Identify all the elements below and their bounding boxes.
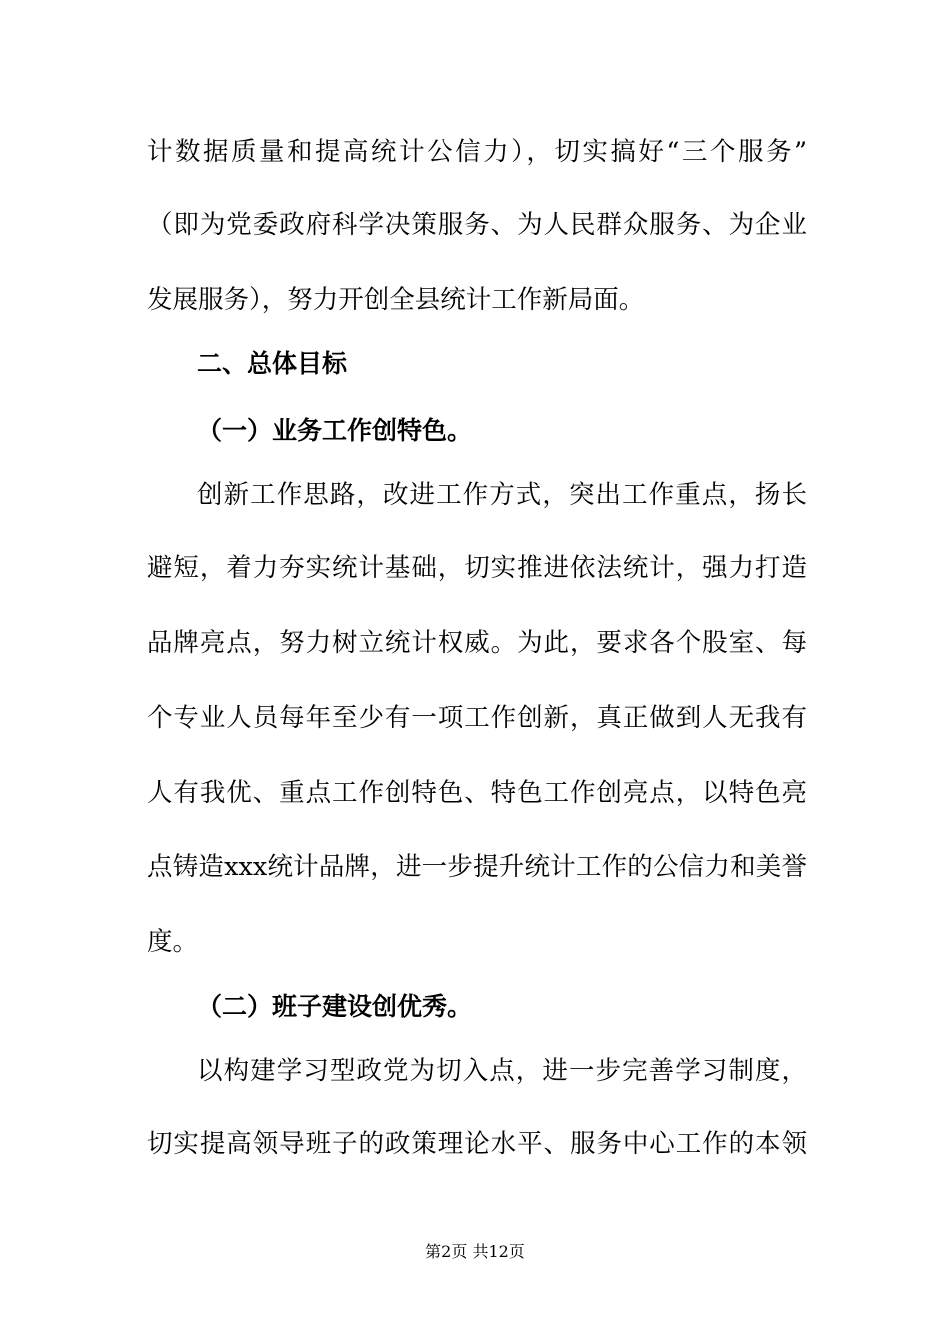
- paragraph-line: 点铸造xxx统计品牌，进一步提升统计工作的公信力和美誉: [147, 852, 807, 882]
- paragraph-line: 品牌亮点，努力树立统计权威。为此，要求各个股室、每: [147, 628, 807, 658]
- subsection-heading: （二）班子建设创优秀。: [197, 992, 473, 1021]
- paragraph-line: 创新工作思路，改进工作方式，突出工作重点，扬长: [197, 480, 807, 510]
- paragraph-line: 度。: [147, 927, 199, 957]
- paragraph-line: 个专业人员每年至少有一项工作创新，真正做到人无我有: [147, 703, 807, 733]
- page-footer: 第2页 共12页: [425, 1242, 525, 1261]
- paragraph-line: 人有我优、重点工作创特色、特色工作创亮点，以特色亮: [147, 778, 807, 808]
- paragraph-line: 避短，着力夯实统计基础，切实推进依法统计，强力打造: [147, 553, 807, 583]
- paragraph-line: 计数据质量和提高统计公信力），切实搞好“三个服务”: [147, 137, 807, 167]
- subsection-heading: （一）业务工作创特色。: [197, 416, 473, 445]
- section-heading: 二、总体目标: [197, 349, 348, 378]
- paragraph-line: 发展服务），努力开创全县统计工作新局面。: [147, 285, 645, 315]
- paragraph-line: 切实提高领导班子的政策理论水平、服务中心工作的本领: [147, 1129, 807, 1159]
- paragraph-line: 以构建学习型政党为切入点，进一步完善学习制度，: [197, 1056, 807, 1086]
- paragraph-line: （即为党委政府科学决策服务、为人民群众服务、为企业: [147, 210, 807, 240]
